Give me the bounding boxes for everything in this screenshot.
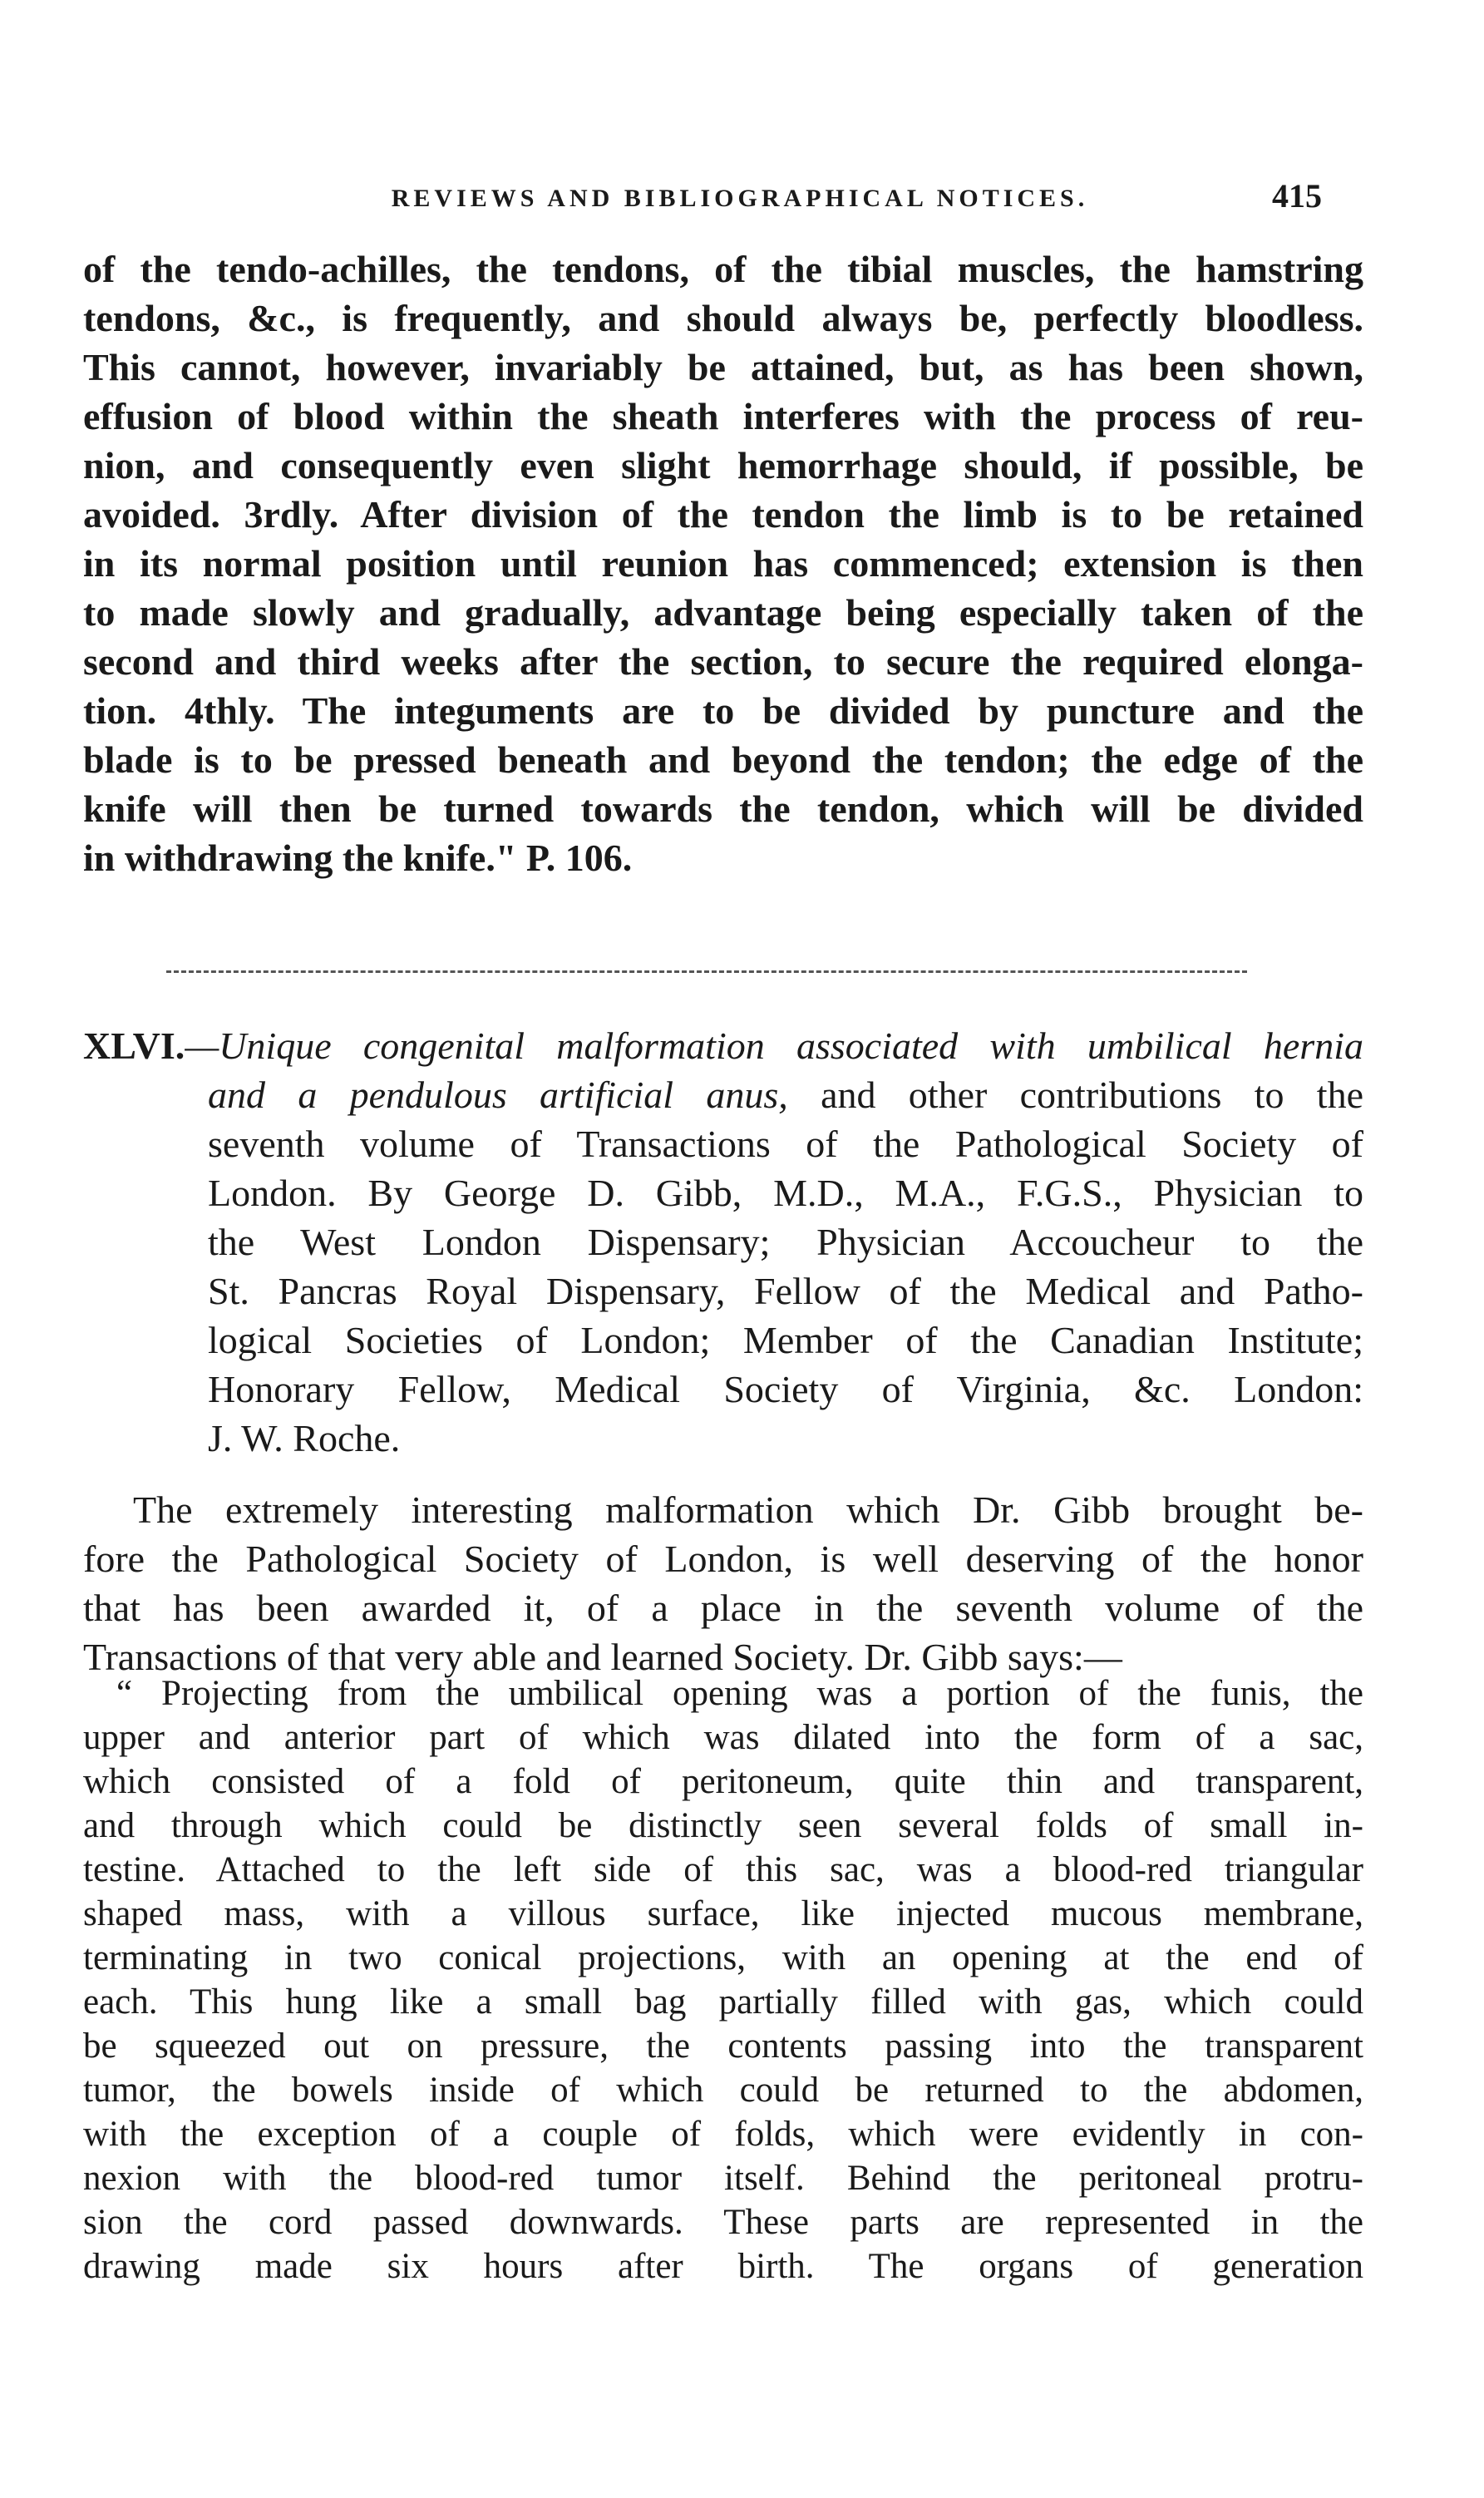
review-numeral: XLVI. [83, 1024, 185, 1067]
text-line: upper and anterior part of which was dilated into the form of a sac, [83, 1718, 1363, 1757]
text-line: blade is to be pressed beneath and beyond the tendon; the edge of the [83, 738, 1363, 781]
review-title-cont: and a pendulous artificial anus, [208, 1074, 788, 1116]
text-line: J. W. Roche. [208, 1417, 401, 1459]
review-paragraph [83, 1485, 1363, 1681]
text-line: nexion with the blood-red tumor itself. Behind the peritoneal protru- [83, 2159, 1363, 2198]
text-line: St. Pancras Royal Dispensary, Fellow of the Medical and Patho- [208, 1270, 1363, 1312]
text-line: with the exception of a couple of folds, which were evidently in con- [83, 2115, 1363, 2154]
text-line: in its normal position until reunion has commenced; extension is then [83, 542, 1363, 585]
text-line: The extremely interesting malformation which Dr. Gibb brought be- [133, 1488, 1363, 1531]
review-title-rest: and other contributions to the [787, 1074, 1363, 1116]
text-line: each. This hung like a small bag partially filled with gas, which could [83, 1982, 1363, 2022]
quoted-passage-top [83, 244, 1363, 882]
text-line: and through which could be distinctly seen several folds of small in- [83, 1806, 1363, 1845]
text-line: London. By George D. Gibb, M.D., M.A., F.G.S., Physician to [208, 1172, 1363, 1214]
text-line: the West London Dispensary; Physician Accoucheur to the [208, 1221, 1363, 1263]
text-line: testine. Attached to the left side of this sac, was a blood-red triangular [83, 1850, 1363, 1889]
text-line: to made slowly and gradually, advantage being especially taken of the [83, 591, 1363, 634]
section-divider [166, 970, 1247, 973]
review-title: —Unique congenital malformation associated with umbilical hernia [185, 1024, 1363, 1067]
running-head: REVIEWS AND BIBLIOGRAPHICAL NOTICES. [391, 185, 1089, 212]
text-line: second and third weeks after the section, to secure the required elonga- [83, 640, 1363, 683]
text-line: sion the cord passed downwards. These parts are represented in the [83, 2203, 1363, 2242]
text-line: Honorary Fellow, Medical Society of Virginia, &c. London: [208, 1368, 1363, 1410]
text-line: logical Societies of London; Member of the Canadian Institute; [208, 1319, 1363, 1361]
text-line: drawing made six hours after birth. The organs of generation [83, 2247, 1363, 2286]
text-line: avoided. 3rdly. After division of the tendon the limb is to be retained [83, 493, 1363, 536]
text-line: Transactions of that very able and learned Society. Dr. Gibb says:— [83, 1636, 1122, 1678]
text-line: tion. 4thly. The integuments are to be divided by puncture and the [83, 689, 1363, 732]
text-line: in withdrawing the knife." P. 106. [83, 837, 633, 879]
text-line: be squeezed out on pressure, the contents passing into the transparent [83, 2027, 1363, 2066]
text-line: which consisted of a fold of peritoneum, quite thin and transparent, [83, 1762, 1363, 1801]
text-line: tumor, the bowels inside of which could be returned to the abdomen, [83, 2071, 1363, 2110]
text-line: terminating in two conical projections, with an opening at the end of [83, 1938, 1363, 1977]
review-title-line [83, 1021, 1363, 1070]
review-title-line [83, 1070, 1363, 1119]
text-line: tendons, &c., is frequently, and should always be, perfectly bloodless. [83, 297, 1363, 339]
text-line: “ Projecting from the umbilical opening was a portion of the funis, the [116, 1674, 1363, 1713]
text-line: that has been awarded it, of a place in the seventh volume of the [83, 1587, 1363, 1629]
text-line: This cannot, however, invariably be attained, but, as has been shown, [83, 346, 1363, 388]
text-line: effusion of blood within the sheath interferes with the process of reu- [83, 395, 1363, 437]
text-line: seventh volume of Transactions of the Pathological Society of [208, 1123, 1363, 1165]
text-line: nion, and consequently even slight hemorrhage should, if possible, be [83, 444, 1363, 486]
review-heading [83, 1021, 1363, 1463]
quoted-passage-body [83, 1671, 1363, 2288]
text-line: knife will then be turned towards the tendon, which will be divided [83, 787, 1363, 830]
text-line: of the tendo-achilles, the tendons, of the tibial muscles, the hamstring [83, 248, 1363, 290]
page-number: 415 [1272, 177, 1322, 215]
text-line: shaped mass, with a villous surface, like injected mucous membrane, [83, 1894, 1363, 1933]
text-line: fore the Pathological Society of London, is well deserving of the honor [83, 1538, 1363, 1580]
